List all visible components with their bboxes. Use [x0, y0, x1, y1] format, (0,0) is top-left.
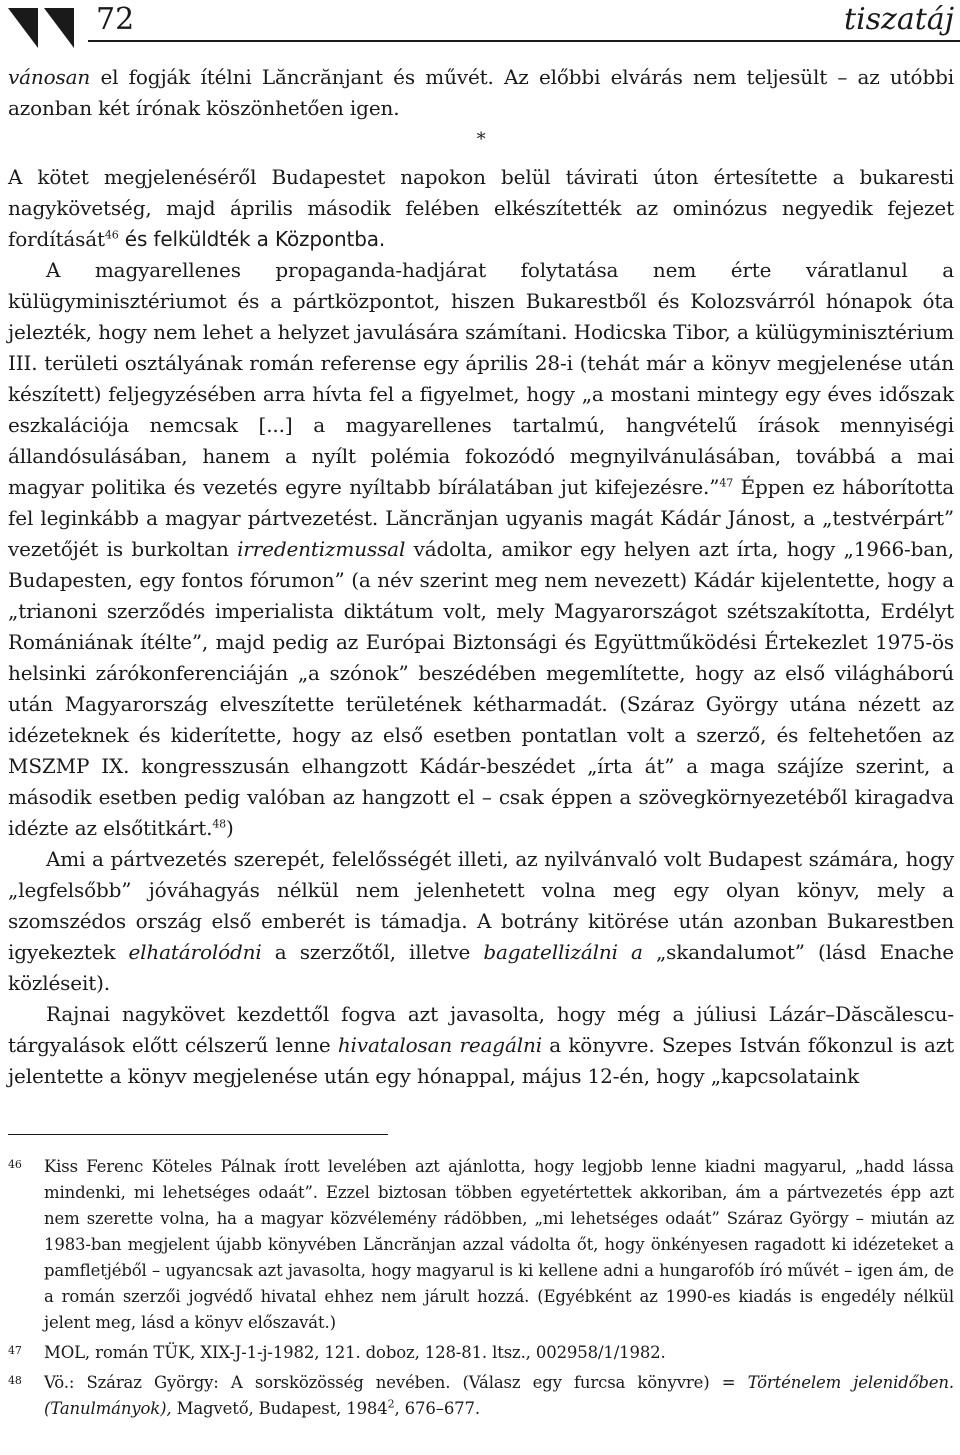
- section-separator: *: [476, 129, 486, 150]
- footnote-number: 48: [8, 1374, 22, 1387]
- paragraph-5: Rajnai nagykövet kezdettől fogva azt javasolta, hogy még a júliusi Lázár–Dăscălescu-tárgyalások előtt célszerű lenne hivatalosan reagálni a könyvre. Szepes István főkonzul is azt jelentette a könyv megjelenése után egy hónappal, május 12-én, hogy „kapcsolataink: [8, 1002, 954, 1088]
- footnote-text: Kiss Ferenc Köteles Pálnak írott levelében azt ajánlotta, hogy legjobb lenne kiadni magyarul, „hadd lássa mindenki, mi lehetséges odaát”. Ezzel biztosan többen egyetértettek akkoriban, ám a pártvezetés épp azt nem szerette volna, ha a magyar közvélemény rádöbben, „mi lehetséges odaát” Száraz György – miután az 1983-ban megjelent újabb könyvében Lăncrănjan azzal vádolta őt, hogy önkényesen ragadott ki idézeteket a pamfletjéből – ugyancsak azt javasolta, hogy magyarul is ki kellene adni a hungarofób író művét – igen ám, de a román szerzői jogvédő hivatal ehhez nem járult hozzá. (Egyébként az 1990-es kiadás is engedély nélkül jelent meg, lásd a könyv előszavát.): [44, 1157, 954, 1332]
- footnote-48: [8, 1370, 954, 1422]
- footnote-ref-46[interactable]: 46: [104, 228, 119, 242]
- journal-title: tiszatáj: [844, 2, 954, 37]
- paragraph-2: A kötet megjelenéséről Budapestet napokon belül távirati úton értesítette a bukaresti nagykövetség, majd április második felében elkészítették az ominózus negyedik fejezet fordítását$^{46}$ és felküldték a Központba.: [8, 165, 954, 251]
- footnote-number: 46: [8, 1158, 22, 1171]
- paragraph-3: A magyarellenes propaganda-hadjárat folytatása nem érte váratlanul a külügyminisztériumot és a pártközpontot, hiszen Bukarestből és Kolozsvárról hónapok óta jelezték, hogy nem lehet a helyzet javulására számítani. Hodicska Tibor, a külügyminisztérium III. területi osztályának román referense egy április 28-i (tehát már a könyv megjelenése után készített) feljegyzésében arra hívta fel a figyelmet, hogy „a mostani mintegy egy éves időszak eszkalációja nemcsak [...] a magyarellenes tartalmú, hangvételű írások mennyiségi állandósulásában, hanem a nyílt polémia fokozódó megnyilvánulásában, továbbá a mai magyar politika és vezetés egyre nyíltabb bírálatában jut kifejezésre.”$^{47}$ Éppen ez háborította fel leginkább a magyar pártvezetést. Lăncrănjan ugyanis magát Kádár Jánost, a „testvérpárt” vezetőjét is burkoltan irredentizmussal vádolta, amikor egy helyen azt írta, hogy „1966-ban, Budapesten, egy fontos fórumon” (a név szerint meg nem nevezett) Kádár kijelentette, hogy a „trianoni szerződés imperialista diktátum volt, mely Magyarországot szétszakította, Erdélyt Romániának ítélte”, majd pedig az Európai Biztonsági és Együttműködési Értekezlet 1975-ös helsinki zárókonferenciáján „a szónok” beszédében megemlítette, hogy az első világháború után Magyarország elveszítette területének kétharmadát. (Száraz György utána nézett az idézeteknek és kiderítette, hogy az első esetben pontatlan volt a szerző, és feltehetően az MSZMP IX. kongresszusán elhangzott Kádár-beszédet „írta át” a maga szájíze szerint, a második esetben pedig valóban az hangzott el – csak éppen a szövegkörnyezetéből kiragadva idézte az elsőtitkárt.$^{48}$): [8, 258, 955, 840]
- footnote-ref-47[interactable]: 47: [719, 476, 734, 490]
- paragraph-1: vánosan el fogják ítélni Lăncrănjant és művét. Az előbbi elvárás nem teljesült – az utóbbi azonban két írónak köszönhetően igen.: [8, 65, 954, 120]
- footnote-number: 47: [8, 1344, 22, 1357]
- main-text: [8, 62, 954, 1092]
- double-triangle-mark-icon: [8, 8, 80, 48]
- footnotes: [8, 1154, 954, 1426]
- header-rule: [88, 40, 960, 42]
- footnote-rule: [8, 1134, 388, 1135]
- footnote-text: Vö.: Száraz György: A sorsközösség nevében. (Válasz egy furcsa könyvre) = Történelem jelenidőben. (Tanulmányok), Magvető, Budapest, 1984$^2$, 676–677.: [44, 1373, 954, 1418]
- paragraph-4: Ami a pártvezetés szerepét, felelősségét illeti, az nyilvánvaló volt Budapest számára, hogy „legfelsőbb” jóváhagyás nélkül nem jelenhetett volna meg egy olyan könyv, mely a szomszédos ország első emberét is támadja. A botrány kitörése után azonban Bukarestben igyekeztek elhatárolódni a szerzőtől, illetve bagatellizálni a „skandalumot” (lásd Enache közléseit).: [8, 847, 954, 995]
- footnote-46: [8, 1154, 954, 1336]
- footnote-text: MOL, román TÜK, XIX-J-1-j-1982, 121. doboz, 128-81. ltsz., 002958/1/1982.: [44, 1343, 666, 1362]
- footnote-ref-48[interactable]: 48: [212, 817, 227, 831]
- page-number: 72: [96, 2, 135, 37]
- footnote-47: [8, 1340, 954, 1366]
